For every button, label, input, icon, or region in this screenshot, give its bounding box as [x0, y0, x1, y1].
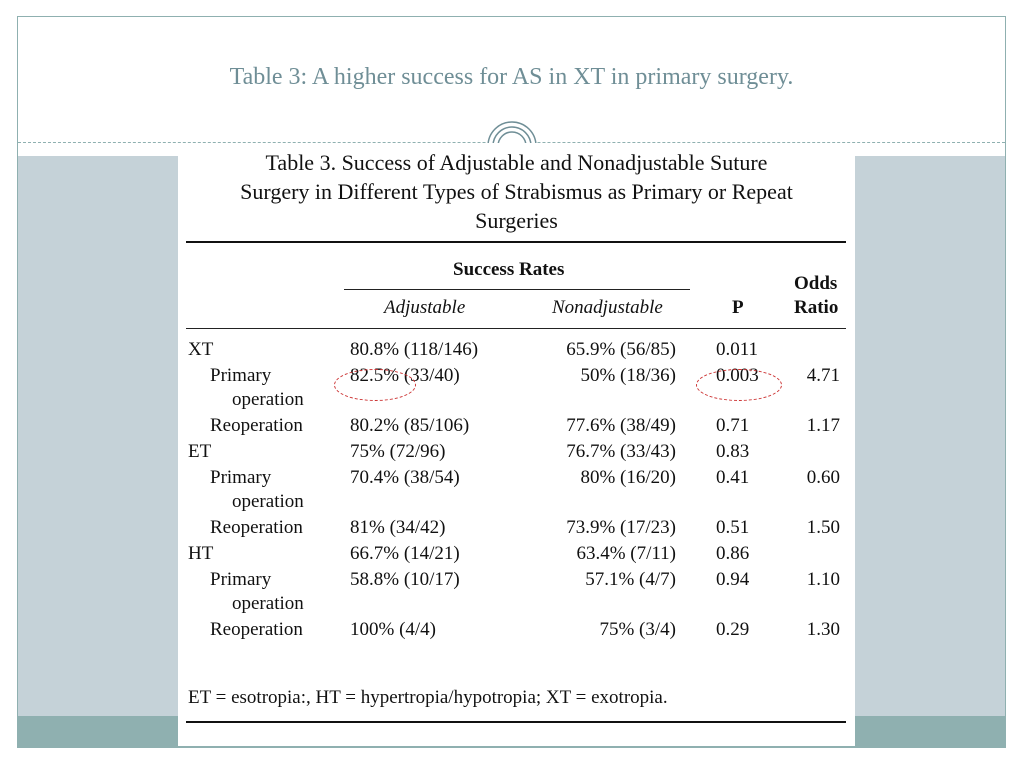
row-label-line2: operation — [232, 491, 304, 512]
col-header-p: P — [732, 297, 744, 318]
cell-p-value: 0.51 — [716, 517, 750, 538]
row-label: ET — [188, 441, 212, 462]
highlight-circle-adjustable — [334, 369, 416, 401]
cell-nonadjustable: 73.9% (17/23) — [566, 517, 676, 538]
cell-odds-ratio: 1.30 — [806, 619, 840, 640]
cell-p-value: 0.71 — [716, 415, 750, 436]
row-label: Primary — [210, 467, 272, 488]
row-label: Reoperation — [210, 517, 303, 538]
row-label-line2: operation — [232, 389, 304, 410]
cell-adjustable: 80.8% (118/146) — [350, 339, 479, 360]
table-footnote: ET = esotropia:, HT = hypertropia/hypotropia; XT = exotropia. — [188, 687, 668, 708]
col-header-odds: Odds — [794, 273, 838, 294]
row-label-line2: operation — [232, 593, 304, 614]
table-top-rule — [186, 241, 846, 243]
cell-adjustable: 100% (4/4) — [350, 619, 437, 640]
col-header-ratio: Ratio — [794, 297, 839, 318]
group-header-success-rates: Success Rates — [453, 259, 565, 280]
cell-nonadjustable: 57.1% (4/7) — [585, 569, 676, 590]
row-label: Primary — [210, 365, 272, 386]
row-label: Primary — [210, 569, 272, 590]
col-header-adjustable: Adjustable — [384, 297, 466, 318]
cell-adjustable: 58.8% (10/17) — [350, 569, 460, 590]
cell-nonadjustable: 75% (3/4) — [599, 619, 676, 640]
cell-adjustable: 80.2% (85/106) — [350, 415, 470, 436]
caption-line-1: Table 3. Success of Adjustable and Nonadjustable Suture — [265, 150, 768, 175]
caption-line-3: Surgeries — [475, 208, 558, 233]
cell-p-value: 0.83 — [716, 441, 750, 462]
cell-adjustable: 70.4% (38/54) — [350, 467, 460, 488]
cell-p-value: 0.94 — [716, 569, 750, 590]
cell-odds-ratio: 4.71 — [806, 365, 840, 386]
cell-odds-ratio: 0.60 — [806, 467, 840, 488]
cell-p-value: 0.41 — [716, 467, 750, 488]
row-label: Reoperation — [210, 619, 303, 640]
cell-nonadjustable: 65.9% (56/85) — [566, 339, 676, 360]
cell-odds-ratio: 1.10 — [806, 569, 840, 590]
col-header-nonadjustable: Nonadjustable — [552, 297, 663, 318]
cell-nonadjustable: 80% (16/20) — [580, 467, 676, 488]
cell-odds-ratio: 1.50 — [806, 517, 840, 538]
cell-nonadjustable: 63.4% (7/11) — [576, 543, 676, 564]
group-header-rule — [344, 289, 690, 290]
cell-nonadjustable: 77.6% (38/49) — [566, 415, 676, 436]
table-bottom-rule — [186, 721, 846, 723]
slide-title: Table 3: A higher success for AS in XT in primary surgery. — [229, 64, 794, 90]
cell-odds-ratio: 1.17 — [806, 415, 840, 436]
row-label: XT — [188, 339, 214, 360]
highlight-circle-p-value — [696, 369, 782, 401]
cell-adjustable: 81% (34/42) — [350, 517, 446, 538]
cell-p-value: 0.86 — [716, 543, 750, 564]
cell-nonadjustable: 76.7% (33/43) — [566, 441, 676, 462]
cell-p-value: 0.29 — [716, 619, 750, 640]
table-caption — [178, 148, 855, 235]
cell-p-value: 0.011 — [716, 339, 759, 360]
cell-adjustable: 66.7% (14/21) — [350, 543, 460, 564]
cell-nonadjustable: 50% (18/36) — [580, 365, 676, 386]
table-image — [178, 143, 855, 746]
caption-line-2: Surgery in Different Types of Strabismus as Primary or Repeat — [240, 179, 793, 204]
header-bottom-rule — [186, 328, 846, 329]
cell-p-value: 0.003 — [716, 365, 759, 386]
cell-adjustable: 75% (72/96) — [350, 441, 446, 462]
row-label: HT — [188, 543, 214, 564]
cell-adjustable: 82.5% (33/40) — [350, 365, 460, 386]
ornament-arc-icon — [484, 116, 540, 146]
row-label: Reoperation — [210, 415, 303, 436]
